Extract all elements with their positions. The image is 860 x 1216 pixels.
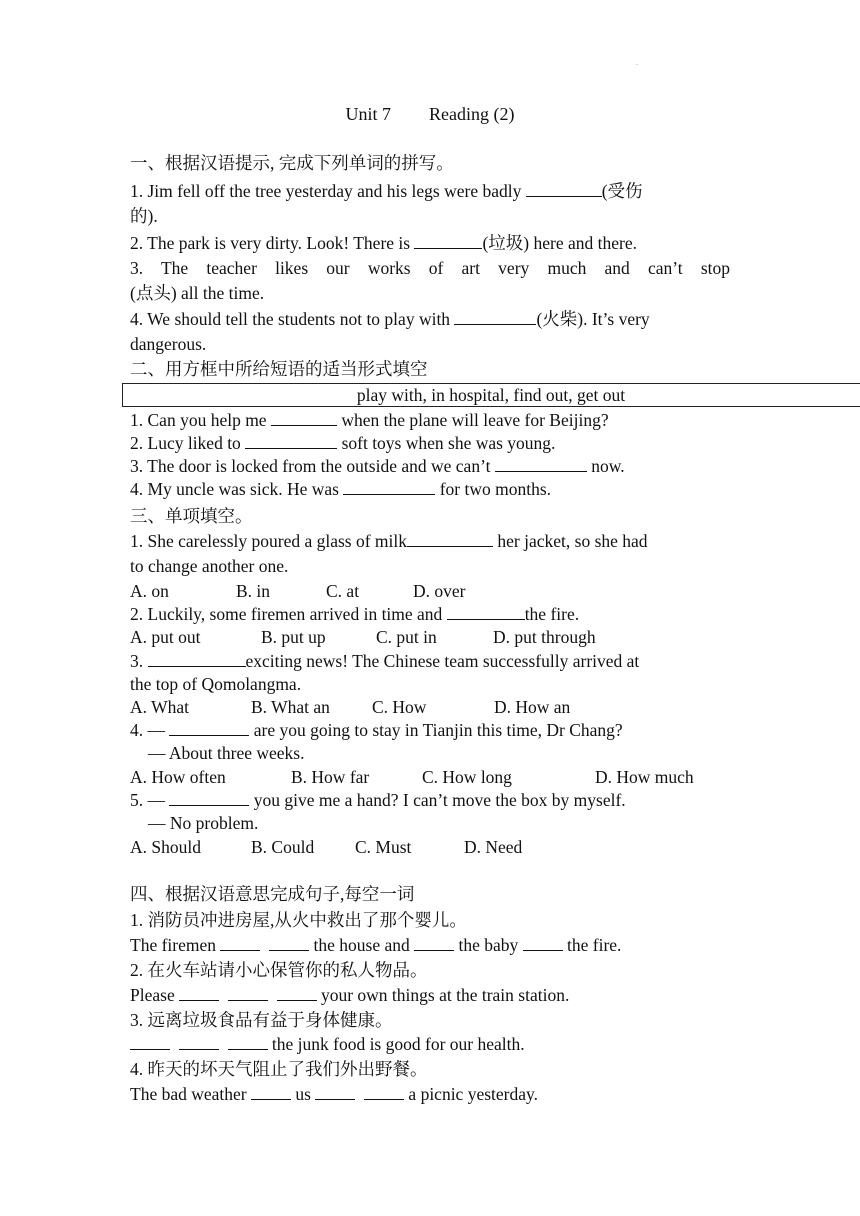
option-b[interactable]: B. in: [236, 581, 271, 601]
blank[interactable]: [447, 604, 525, 620]
reading-label: Reading (2): [429, 104, 515, 124]
blank[interactable]: [148, 651, 246, 667]
option-c[interactable]: C. How: [372, 697, 427, 717]
s3-q4-answer: — About three weeks.: [148, 743, 305, 763]
section3-heading: 三、单项填空。: [130, 506, 253, 526]
blank[interactable]: [220, 935, 260, 951]
blank[interactable]: [407, 531, 493, 547]
s1-q3-line2: (点头) all the time.: [130, 283, 265, 303]
option-d[interactable]: D. over: [413, 581, 466, 601]
blank[interactable]: [414, 935, 454, 951]
blank[interactable]: [179, 985, 219, 1001]
option-d[interactable]: D. How an: [494, 697, 571, 717]
blank[interactable]: [169, 790, 249, 806]
blank[interactable]: [343, 479, 435, 495]
section1-heading: 一、根据汉语提示, 完成下列单词的拼写。: [130, 153, 454, 173]
s4-q4-english: The bad weather us a picnic yesterday.: [130, 1084, 538, 1104]
s3-q3-line2: the top of Qomolangma.: [130, 674, 302, 694]
option-d[interactable]: D. Need: [464, 837, 523, 857]
option-a[interactable]: A. Should: [130, 837, 201, 857]
blank[interactable]: [228, 1034, 268, 1050]
blank[interactable]: [228, 985, 268, 1001]
s1-q3-line1: 3. The teacher likes our works of art very much and can’t stop: [130, 258, 730, 278]
s3-q2: 2. Luckily, some firemen arrived in time and the fire.: [130, 604, 580, 624]
section4-heading: 四、根据汉语意思完成句子,每空一词: [130, 884, 415, 904]
blank[interactable]: [251, 1084, 291, 1100]
s4-q2-chinese: 2. 在火车站请小心保管你的私人物品。: [130, 960, 428, 980]
s1-q4-line2: dangerous.: [130, 334, 207, 354]
s4-q1-english: The firemen the house and the baby the fire.: [130, 935, 622, 955]
s3-q5: 5. — you give me a hand? I can’t move the box by myself.: [130, 790, 626, 810]
s3-q1-options: [130, 579, 730, 603]
s1-q2: 2. The park is very dirty. Look! There is (垃圾) here and there.: [130, 233, 637, 253]
s2-q1: 1. Can you help me when the plane will leave for Beijing?: [130, 410, 609, 430]
option-b[interactable]: B. put up: [261, 627, 326, 647]
s2-q2: 2. Lucy liked to soft toys when she was young.: [130, 433, 556, 453]
option-b[interactable]: B. Could: [251, 837, 315, 857]
option-a[interactable]: A. on: [130, 581, 169, 601]
s4-q3-chinese: 3. 远离垃圾食品有益于身体健康。: [130, 1010, 393, 1030]
s3-q4-options: [130, 765, 730, 789]
s3-q3-options: [130, 695, 730, 719]
s3-q2-options: [130, 625, 730, 649]
option-c[interactable]: C. Must: [355, 837, 412, 857]
s4-q2-english: Please your own things at the train station.: [130, 985, 570, 1005]
s3-q1-line2: to change another one.: [130, 556, 289, 576]
option-a[interactable]: A. put out: [130, 627, 201, 647]
blank[interactable]: [271, 410, 337, 426]
blank[interactable]: [364, 1084, 404, 1100]
s2-q4: 4. My uncle was sick. He was for two months.: [130, 479, 552, 499]
s3-q5-options: [130, 835, 730, 859]
s3-q4: 4. — are you going to stay in Tianjin this time, Dr Chang?: [130, 720, 623, 740]
s3-q3-line1: 3. exciting news! The Chinese team successfully arrived at: [130, 651, 640, 671]
option-c[interactable]: C. at: [326, 581, 360, 601]
s4-q1-chinese: 1. 消防员冲进房屋,从火中救出了那个婴儿。: [130, 910, 467, 930]
blank[interactable]: [315, 1084, 355, 1100]
s1-q1-line1: 1. Jim fell off the tree yesterday and his legs were badly (受伤: [130, 181, 643, 201]
option-d[interactable]: D. How much: [595, 767, 694, 787]
blank[interactable]: [169, 720, 249, 736]
s1-q1-line2: 的).: [130, 206, 158, 226]
s4-q3-english: the junk food is good for our health.: [130, 1032, 730, 1056]
s3-q5-answer: — No problem.: [148, 813, 259, 833]
blank[interactable]: [277, 985, 317, 1001]
corner-mark: .: [636, 58, 638, 67]
option-b[interactable]: B. What an: [251, 697, 330, 717]
page-title: [0, 104, 860, 125]
blank[interactable]: [454, 309, 536, 325]
unit-label: Unit 7: [345, 104, 392, 124]
s4-q4-chinese: 4. 昨天的坏天气阻止了我们外出野餐。: [130, 1059, 428, 1079]
blank[interactable]: [414, 233, 482, 249]
blank[interactable]: [245, 433, 337, 449]
s2-q3: 3. The door is locked from the outside and we can’t now.: [130, 456, 625, 476]
blank[interactable]: [179, 1034, 219, 1050]
option-c[interactable]: C. put in: [376, 627, 437, 647]
blank[interactable]: [130, 1034, 170, 1050]
blank[interactable]: [495, 456, 587, 472]
option-a[interactable]: A. How often: [130, 767, 226, 787]
blank[interactable]: [526, 181, 602, 197]
option-c[interactable]: C. How long: [422, 767, 512, 787]
option-d[interactable]: D. put through: [493, 627, 596, 647]
option-a[interactable]: A. What: [130, 697, 189, 717]
option-b[interactable]: B. How far: [291, 767, 370, 787]
section2-heading: 二、用方框中所给短语的适当形式填空: [130, 359, 428, 379]
s1-q4-line1: 4. We should tell the students not to play with (火柴). It’s very: [130, 309, 650, 329]
s3-q1-line1: 1. She carelessly poured a glass of milk her jacket, so she had: [130, 531, 648, 551]
blank[interactable]: [523, 935, 563, 951]
blank[interactable]: [269, 935, 309, 951]
phrase-box-text: play with, in hospital, find out, get out: [356, 385, 626, 405]
